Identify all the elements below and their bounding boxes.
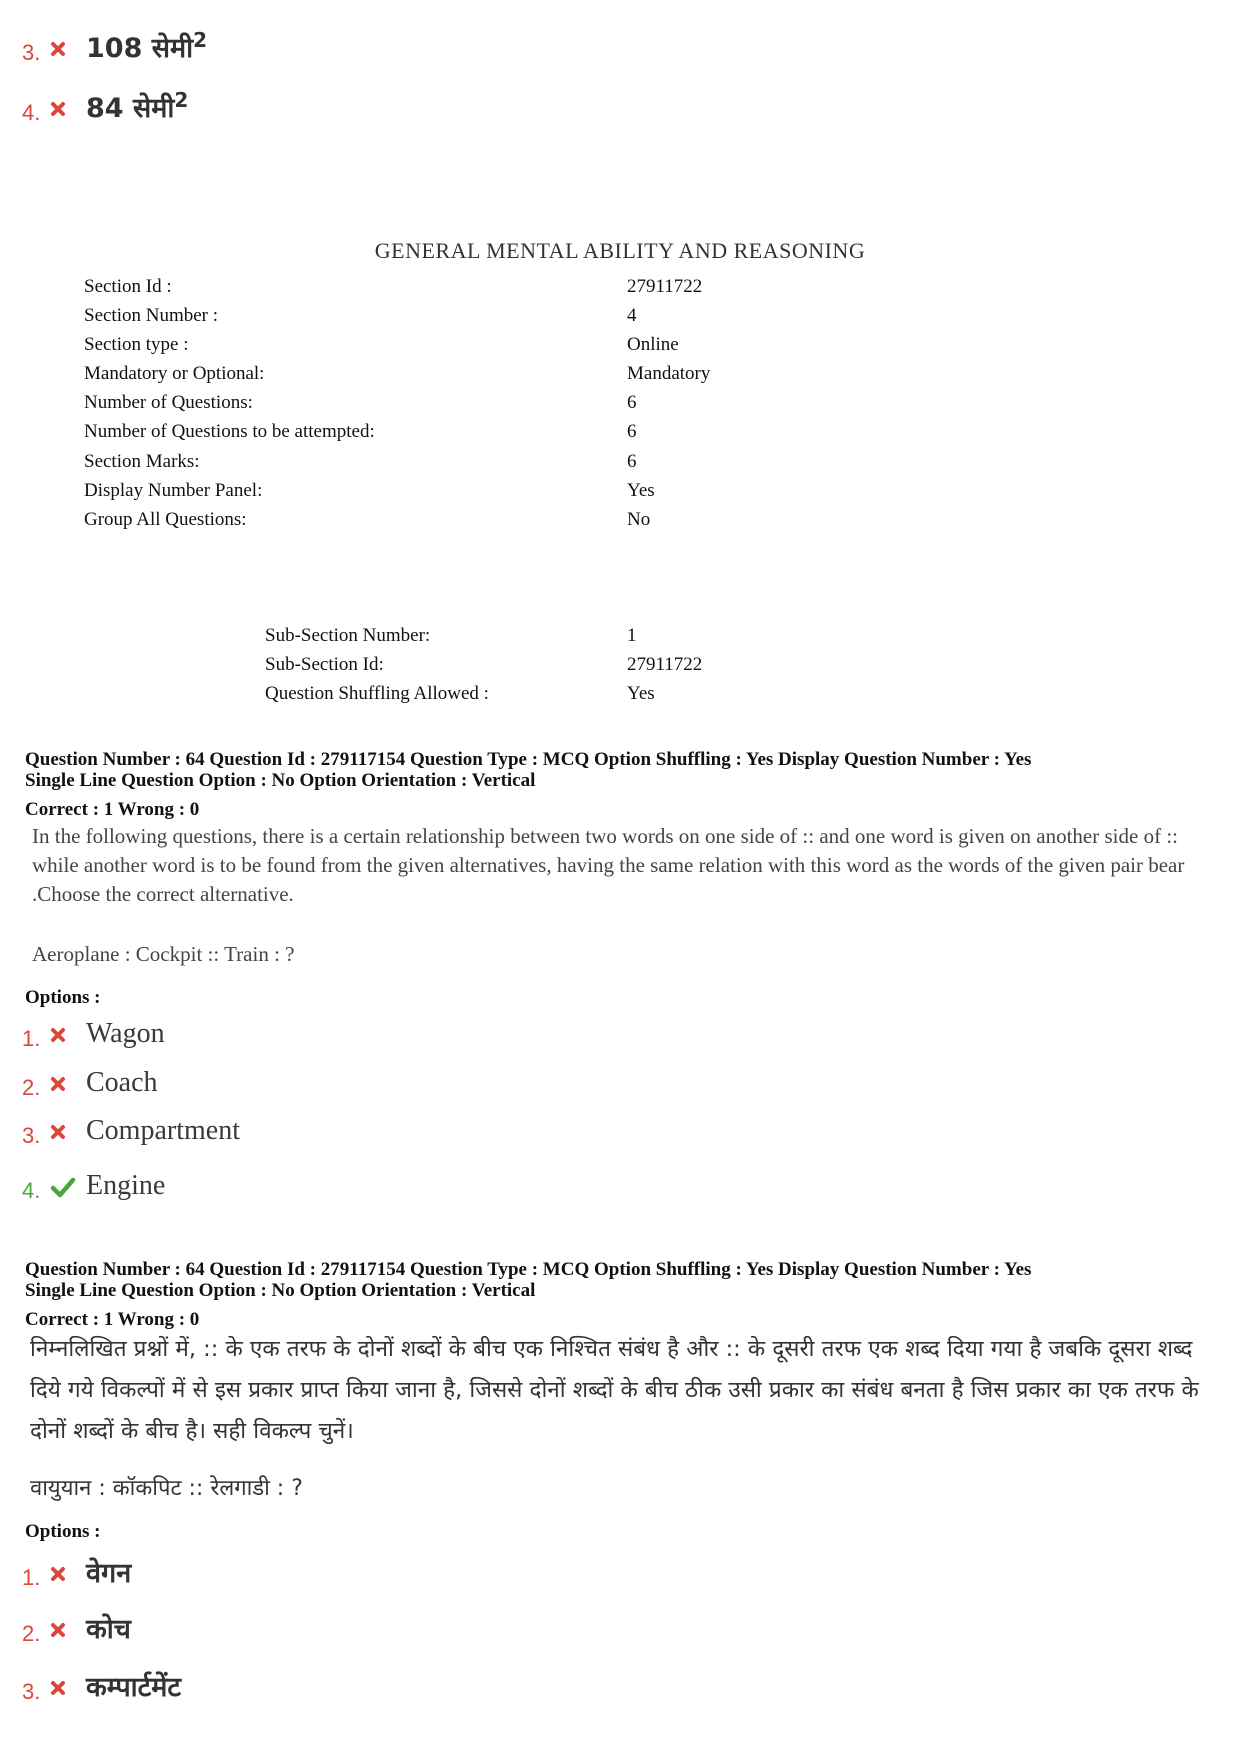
- cross-icon: [46, 96, 86, 122]
- options-label: Options :: [25, 987, 101, 1008]
- option-row: [22, 1010, 165, 1054]
- question-header-line2: Single Line Question Option : No Option Orientation : Vertical: [25, 770, 536, 791]
- option-text: कोच: [86, 1614, 131, 1645]
- cross-icon: [46, 1561, 86, 1587]
- section-number-value: 4: [627, 305, 637, 326]
- question-text: निम्नलिखित प्रश्नों में, :: के एक तरफ के दोनों शब्दों के बीच एक निश्चित संबंध है और :: के दूसरी तरफ एक शब्द दिया गया है जबकि दूसरा शब्द दिये गये विकल्पों में से इस प्रकार प्राप्त किया जाना है, जिससे दोनों शब्दों के बीच ठीक उसी प्रकार का संबंध बनता है जिस प्रकार का एक तरफ के दोनों शब्दों के बीच है। सही विकल्प चुनें।: [30, 1336, 1199, 1444]
- option-number: 3.: [22, 1123, 41, 1148]
- question-analogy: Aeroplane : Cockpit :: Train : ?: [32, 942, 295, 966]
- option-text: कम्पार्टमेंट: [86, 1672, 182, 1703]
- group-all-value: No: [627, 509, 651, 530]
- option-number: 4.: [22, 1178, 41, 1203]
- cross-icon: [46, 1071, 86, 1097]
- option-number: 1.: [22, 1565, 41, 1590]
- subsection-number-value: 1: [627, 625, 637, 646]
- option-number: 1.: [22, 1026, 41, 1051]
- num-questions-label: Number of Questions:: [84, 392, 253, 413]
- question-header-line2: Single Line Question Option : No Option Orientation : Vertical: [25, 1280, 536, 1301]
- option-text: 108 सेमी$^2$: [86, 28, 208, 64]
- option-text: Engine: [86, 1170, 166, 1201]
- display-panel-label: Display Number Panel:: [84, 480, 263, 501]
- option-row: [22, 1663, 181, 1707]
- section-marks-label: Section Marks:: [84, 451, 200, 472]
- option-row: [22, 24, 207, 68]
- option-row-correct: [22, 1162, 165, 1206]
- cross-icon: [46, 1022, 86, 1048]
- option-text: Compartment: [86, 1115, 240, 1146]
- option-number: 2.: [22, 1621, 41, 1646]
- cross-icon: [46, 1675, 86, 1701]
- option-row: [22, 1107, 240, 1151]
- option-number: 3.: [22, 1679, 41, 1704]
- section-type-value: Online: [627, 334, 679, 355]
- num-attempted-value: 6: [627, 421, 637, 442]
- section-number-label: Section Number :: [84, 305, 219, 326]
- shuffling-label: Question Shuffling Allowed :: [265, 683, 489, 704]
- question-analogy: वायुयान : कॉकपिट :: रेलगाडी : ?: [30, 1476, 303, 1501]
- num-questions-value: 6: [627, 392, 637, 413]
- cross-icon: [46, 1119, 86, 1145]
- option-text: 84 सेमी$^2$: [86, 88, 189, 124]
- option-row: [22, 1605, 131, 1649]
- question-marks: Correct : 1 Wrong : 0: [25, 1309, 200, 1330]
- option-number: 3.: [22, 40, 41, 65]
- cross-icon: [46, 36, 86, 62]
- section-id-value: 27911722: [627, 276, 703, 297]
- check-icon: [46, 1174, 86, 1200]
- section-type-label: Section type :: [84, 334, 189, 355]
- option-number: 2.: [22, 1075, 41, 1100]
- subsection-number-label: Sub-Section Number:: [265, 625, 431, 646]
- option-row: [22, 84, 188, 128]
- section-marks-value: 6: [627, 451, 637, 472]
- section-id-label: Section Id :: [84, 276, 172, 297]
- option-text: Coach: [86, 1067, 158, 1098]
- section-title: GENERAL MENTAL ABILITY AND REASONING: [374, 238, 866, 263]
- mandatory-label: Mandatory or Optional:: [84, 363, 265, 384]
- subsection-id-value: 27911722: [627, 654, 703, 675]
- option-text: Wagon: [86, 1018, 165, 1049]
- cross-icon: [46, 1617, 86, 1643]
- question-header: Question Number : 64 Question Id : 279117154 Question Type : MCQ Option Shuffling : Yes Display Question Number : Yes: [25, 1259, 1032, 1280]
- mandatory-value: Mandatory: [627, 363, 711, 384]
- option-number: 4.: [22, 100, 41, 125]
- display-panel-value: Yes: [627, 480, 655, 501]
- shuffling-value: Yes: [627, 683, 655, 704]
- subsection-id-label: Sub-Section Id:: [265, 654, 384, 675]
- option-text: वेगन: [86, 1558, 132, 1589]
- question-marks: Correct : 1 Wrong : 0: [25, 799, 200, 820]
- options-label: Options :: [25, 1521, 101, 1542]
- num-attempted-label: Number of Questions to be attempted:: [84, 421, 375, 442]
- option-row: [22, 1549, 131, 1593]
- question-text: In the following questions, there is a certain relationship between two words on one side of :: and one word is given on another side of :: while another word is to be found from the given alternatives, having the same relation with this word as the words of the given pair bear .Choose the correct alternative.: [32, 824, 1185, 906]
- option-row: [22, 1059, 158, 1103]
- group-all-label: Group All Questions:: [84, 509, 247, 530]
- question-header: Question Number : 64 Question Id : 279117154 Question Type : MCQ Option Shuffling : Yes Display Question Number : Yes: [25, 749, 1032, 770]
